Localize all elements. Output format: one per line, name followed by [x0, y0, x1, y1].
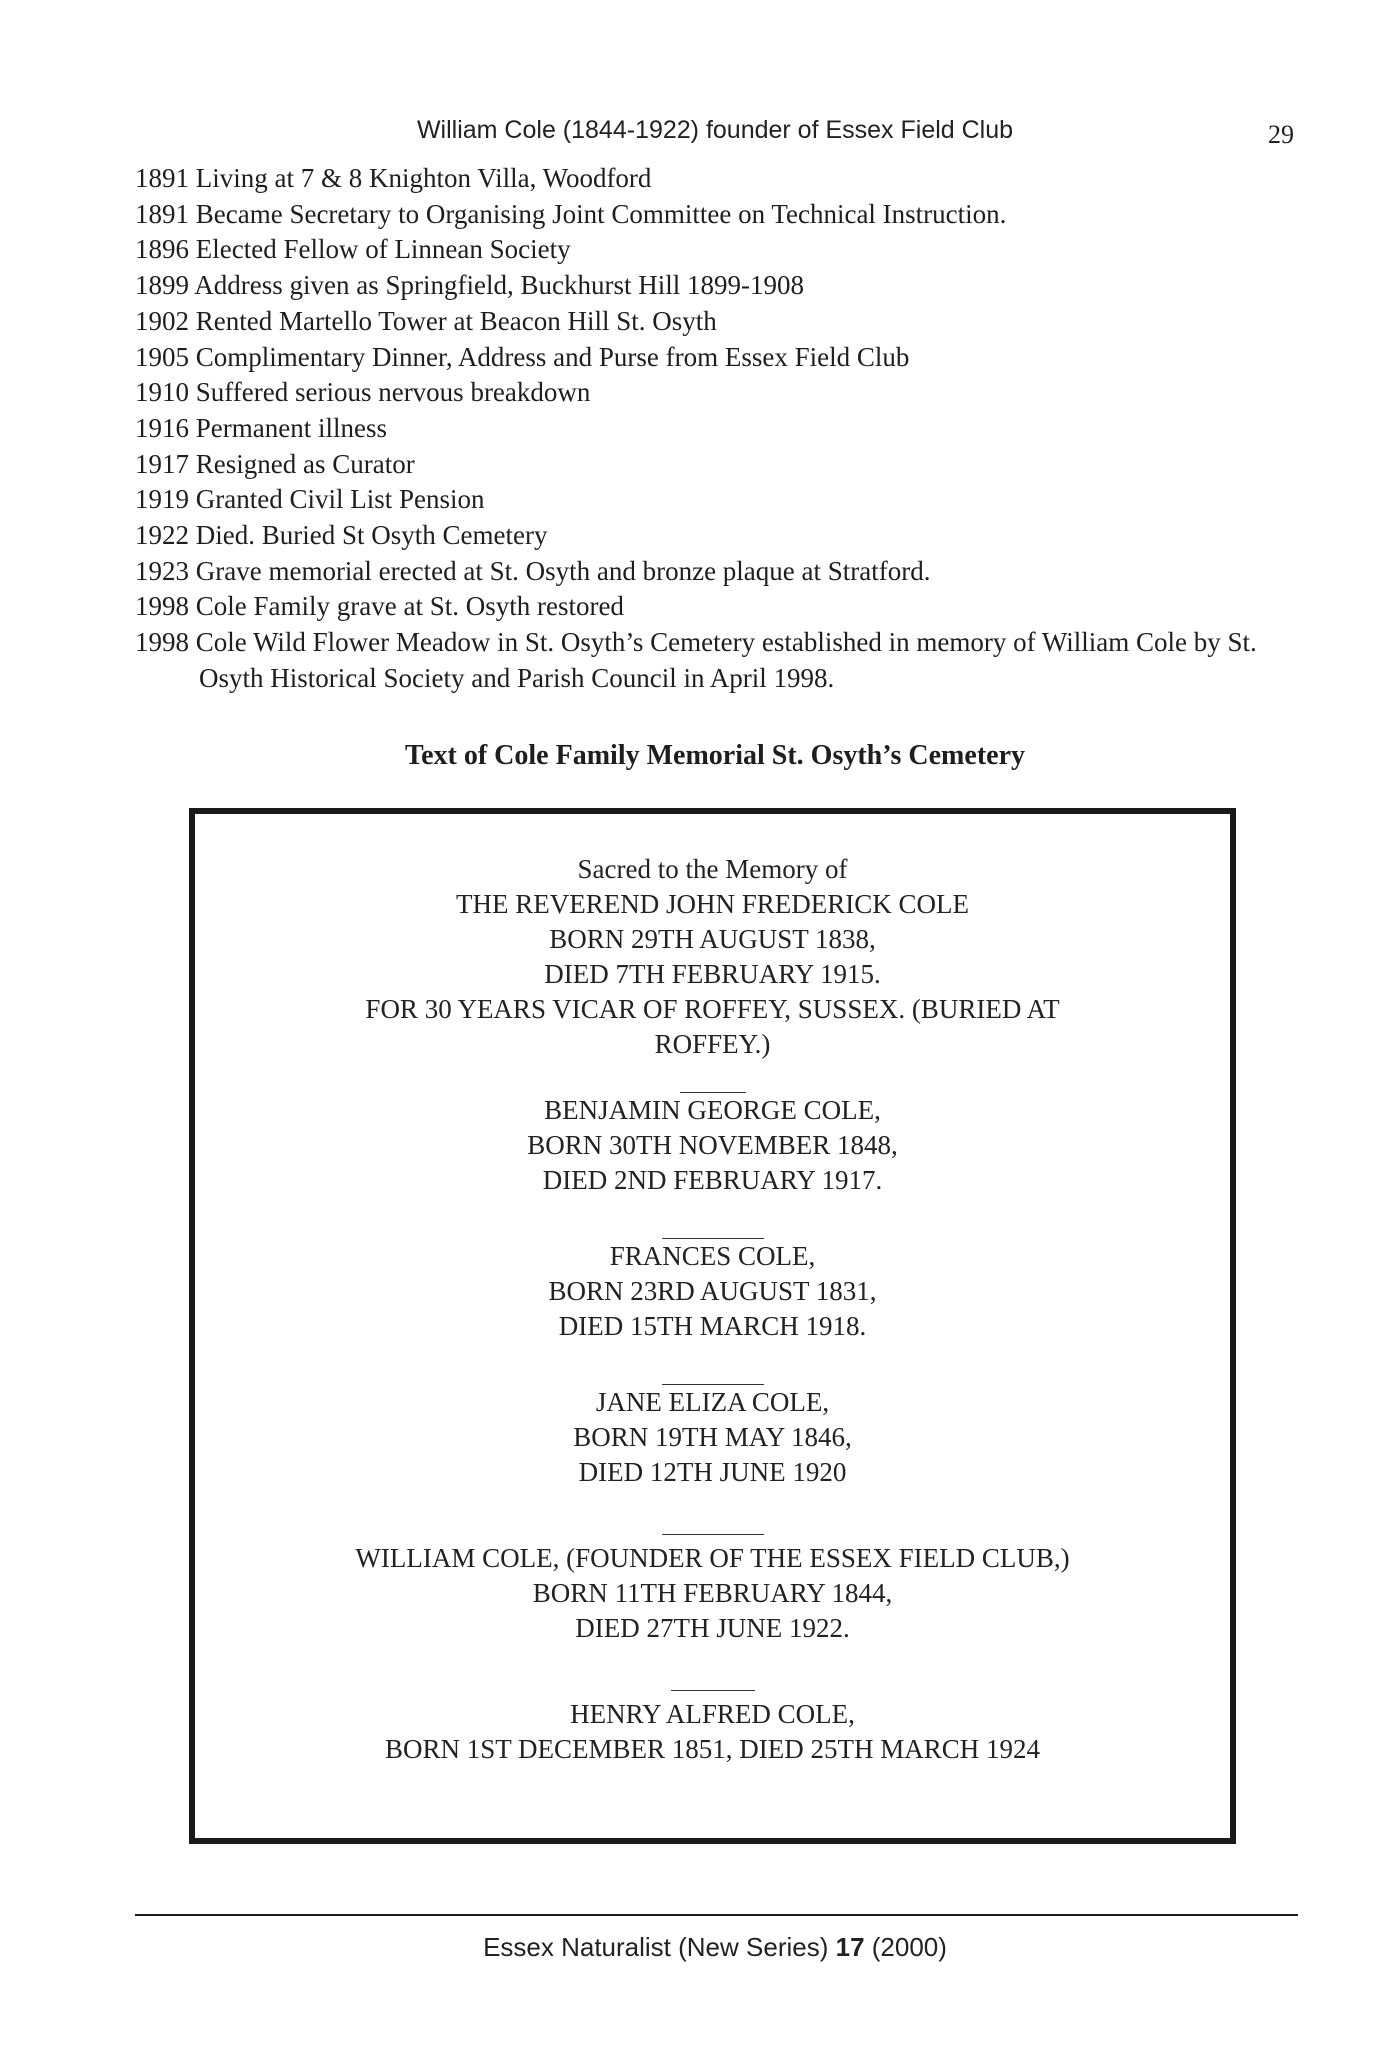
memorial-line: Sacred to the Memory of	[577, 854, 848, 884]
timeline-entry: 1998 Cole Family grave at St. Osyth restored	[135, 591, 624, 622]
memorial-line: ROFFEY.)	[654, 1029, 771, 1059]
running-title: William Cole (1844-1922) founder of Essex Field Club	[416, 116, 1014, 144]
timeline-entry: 1910 Suffered serious nervous breakdown	[135, 377, 591, 408]
timeline-entry: 1919 Granted Civil List Pension	[135, 484, 485, 515]
memorial-line: BORN 19TH MAY 1846,	[573, 1422, 852, 1452]
memorial-line: FRANCES COLE,	[609, 1241, 816, 1271]
memorial-block	[195, 1697, 1230, 1767]
page-number: 29	[1268, 120, 1294, 149]
memorial-line: BORN 30TH NOVEMBER 1848,	[527, 1130, 898, 1160]
footer-year: (2000)	[871, 1932, 947, 1962]
footer-volume: 17	[835, 1932, 865, 1962]
timeline-list	[135, 161, 1300, 697]
timeline-entry: 1917 Resigned as Curator	[135, 448, 415, 479]
footer-rule	[135, 1914, 1298, 1916]
memorial-block	[195, 1385, 1230, 1490]
timeline-entry: 1899 Address given as Springfield, Buckhurst Hill 1899-1908	[135, 270, 804, 301]
memorial-line: DIED 15TH MARCH 1918.	[558, 1311, 867, 1341]
memorial-line: JANE ELIZA COLE,	[595, 1387, 830, 1417]
footer	[0, 1932, 1400, 1963]
timeline-entry: 1916 Permanent illness	[135, 412, 387, 443]
timeline-entry: 1922 Died. Buried St Osyth Cemetery	[135, 520, 548, 551]
timeline-entry: 1923 Grave memorial erected at St. Osyth and bronze plaque at Stratford.	[135, 555, 931, 586]
memorial-line: BORN 1ST DECEMBER 1851, DIED 25TH MARCH 1924	[384, 1734, 1041, 1764]
memorial-line: BENJAMIN GEORGE COLE,	[544, 1095, 881, 1125]
memorial-line: HENRY ALFRED COLE,	[570, 1699, 855, 1729]
memorial-heading: Text of Cole Family Memorial St. Osyth’s Cemetery	[405, 740, 1025, 771]
memorial-line: DIED 2ND FEBRUARY 1917.	[542, 1165, 883, 1195]
timeline-entry: 1896 Elected Fellow of Linnean Society	[135, 234, 571, 265]
separator-line	[671, 1690, 755, 1691]
memorial-line: THE REVEREND JOHN FREDERICK COLE	[456, 889, 969, 919]
timeline-entry: 1891 Became Secretary to Organising Joint Committee on Technical Instruction.	[135, 198, 1007, 229]
timeline-entry: 1891 Living at 7 & 8 Knighton Villa, Woodford	[135, 163, 652, 193]
timeline-entry: 1998 Cole Wild Flower Meadow in St. Osyth’s Cemetery established in memory of William Cole by St. Osyth Historical Society and Parish Council in April 1998.	[135, 627, 1257, 693]
memorial-line: FOR 30 YEARS VICAR OF ROFFEY, SUSSEX. (BURIED AT	[365, 994, 1060, 1024]
memorial-line: BORN 29TH AUGUST 1838,	[549, 924, 876, 954]
memorial-block	[195, 1541, 1230, 1646]
footer-journal: Essex Naturalist (New Series)	[483, 1932, 829, 1962]
memorial-box	[189, 808, 1236, 1844]
memorial-block	[195, 852, 1230, 1062]
memorial-line: DIED 27TH JUNE 1922.	[575, 1613, 850, 1643]
memorial-block	[195, 1239, 1230, 1344]
memorial-text	[195, 852, 1230, 1767]
separator-line	[662, 1534, 764, 1535]
memorial-line: DIED 7TH FEBRUARY 1915.	[544, 959, 881, 989]
memorial-line: BORN 11TH FEBRUARY 1844,	[532, 1578, 893, 1608]
memorial-line: BORN 23RD AUGUST 1831,	[548, 1276, 877, 1306]
memorial-line: WILLIAM COLE, (FOUNDER OF THE ESSEX FIELD CLUB,)	[355, 1543, 1070, 1573]
memorial-block	[195, 1093, 1230, 1198]
memorial-line: DIED 12TH JUNE 1920	[578, 1457, 847, 1487]
timeline-entry: 1902 Rented Martello Tower at Beacon Hill St. Osyth	[135, 305, 717, 336]
timeline-entry: 1905 Complimentary Dinner, Address and Purse from Essex Field Club	[135, 341, 910, 372]
